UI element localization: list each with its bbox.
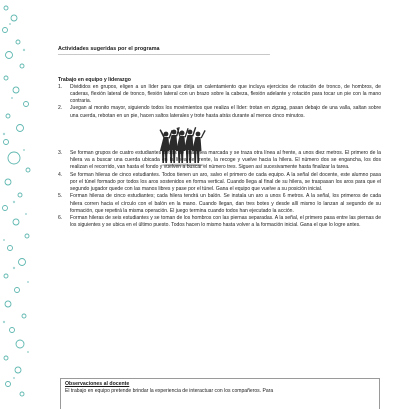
- list-item-number: 1.: [58, 83, 63, 90]
- list-item-text: Se forman hileras de cinco estudiantes. Todos tienen un aro, salvo el primero de cada equipo. A la señal del docente, este alumno pasa por el túnel formado por todos los aros sostenidos en forma vertical. Cuando llega al final de su hilera, se traspasan los aros para que el segundo jugador quede con las manos libres y pase por el túnel. Gana el equipo que vuelve a su posición inicial.: [70, 171, 381, 192]
- subsection-title: Trabajo en equipo y liderazgo: [58, 76, 131, 83]
- observaciones-text: El trabajo en equipo pretende brindar la experiencia de interactuar con los compañeros. Para: [65, 388, 274, 394]
- list-item-text: Forman hileras de seis estudiantes y se toman de los hombros con las piernas separadas. A la señal, el primero pasa entre las piernas de los siguientes y se ubica en el último puesto. Todos hacen lo mismo hasta volver a la formación inicial. Gana el que lo logre antes.: [70, 215, 381, 229]
- list-item: [58, 172, 381, 194]
- observaciones-title: Observaciones al docente: [65, 381, 130, 387]
- figure-area: [58, 120, 381, 150]
- list-item-number: 5.: [58, 193, 63, 200]
- list-item-number: 3.: [58, 149, 63, 156]
- list-item: [58, 193, 381, 215]
- list-item-text: Se forman grupos de cuatro estudiantes detrás de una línea marcada y se traza otra línea al frente, a unos diez metros. El primero de la hilera va a buscar una cuerda ubicada en la línea del frente, la recoge y vuelve hacia la hilera. El número dos se engancha, los dos realizan el recorrido, van hasta el fondo y vuelven a buscar el número tres. Siguen así sucesivamente hasta finalizar la tarea.: [70, 149, 381, 171]
- list-item: [58, 215, 381, 230]
- list-item-text: Forman hileras de cinco estudiantes; cada hilera tendrá un balón. Se instala un aro a unos 6 metros. A la señal, los primeros de cada hilera corren hacia el círculo con el balón en la mano. Cuando llegan, dan tres botes y desde allí mismo lo lanzan al segundo de su formación, que repetirá la misma operación. El juego termina cuando todos han ejecutado la acción.: [70, 193, 381, 214]
- list-item: [58, 84, 381, 106]
- list-item-text: Juegan al monito mayor, siguiendo todos los movimientos que realiza el líder: trotan en zigzag, pasan debajo de una valla, saltan sobre una cuerda, rebotan en un pie, hacen saltos laterales y trote hasta atrás durante al menos cinco minutos.: [70, 105, 381, 119]
- list-item: [58, 150, 381, 172]
- list-item: [58, 105, 381, 120]
- list-item-text: Divididos en grupos, eligen a un líder para que dirija un calentamiento que incluya ejercicios de rotación de tronco, de hombros, de caderas, flexión lateral de tronco, flexión lateral con un brazo sobre la cabeza, flexión adelante y rotación para tocar un pie con la mano contraria.: [70, 83, 381, 104]
- decorative-circles-border: [0, 0, 42, 400]
- observaciones-box: [60, 378, 380, 409]
- list-item-number: 2.: [58, 105, 63, 112]
- activities-list-continued: [58, 150, 381, 230]
- document-body: [58, 46, 381, 230]
- list-item-number: 4.: [58, 171, 63, 178]
- section-title: Actividades sugeridas por el programa: [58, 46, 270, 55]
- activities-list: [58, 84, 381, 120]
- list-item-number: 6.: [58, 215, 63, 221]
